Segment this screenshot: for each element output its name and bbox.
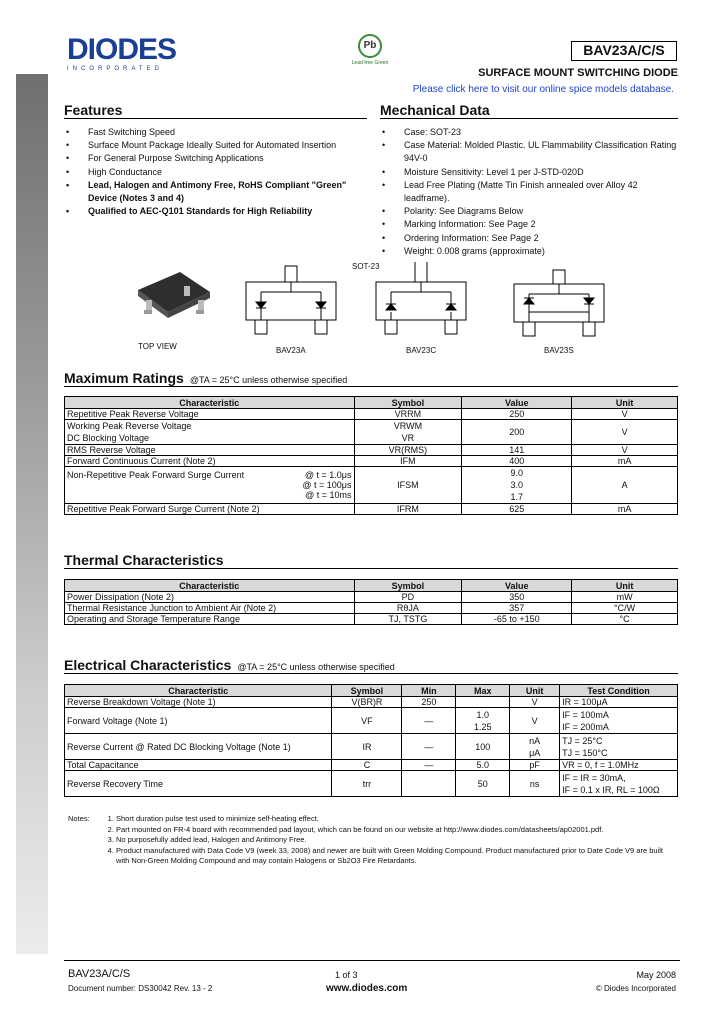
company-logo (67, 35, 207, 75)
footer-site[interactable]: www.diodes.com (326, 983, 408, 994)
electrical-table: Characteristic Symbol Min Max Unit Test Condition Reverse Breakdown Voltage (Note 1) V(BR)R 250 V IR = 100μA Forward Voltage (Note 1) VF — 1.0 1.25 V IF = 100mA IF = 200mA Reverse Current @ Rated DC Blocking Voltage (Note 1) IR — 100 nA μA TJ = 25°C TJ = 150°C Total Capacitance C — 5.0 pF VR = 0, f = 1.0MHz Reverse Recovery Time trr 50 ns IF = IR = 30mA, IF = 0.1 x IR, RL = 100Ω (64, 684, 678, 797)
logo-name: DIODES (67, 33, 177, 66)
features-list (64, 126, 364, 218)
sot23-label: SOT-23 (352, 262, 380, 271)
footer-doc: Document number: DS30042 Rev. 13 - 2 (68, 984, 213, 993)
table-row: Repetitive Peak Forward Surge Current (Note 2) IFRM 625 mA (65, 504, 678, 515)
table-row: Total Capacitance C — 5.0 pF VR = 0, f = 1.0MHz (65, 760, 678, 771)
logo-sub: INCORPORATED (67, 66, 163, 72)
table-row: Forward Continuous Current (Note 2) IFM 400 mA (65, 456, 678, 467)
note-item: 1. Short duration pulse test used to minimize self-heating effect. (116, 814, 668, 825)
top-view-label: TOP VIEW (138, 342, 177, 351)
features-heading: Features (64, 102, 367, 119)
feature-item: • Fast Switching Speed (64, 126, 364, 139)
thermal-table: Characteristic Symbol Value Unit Power Dissipation (Note 2) PD 350 mW Thermal Resistance Junction to Ambient Air (Note 2) RθJA 357 °C/W Operating and Storage Temperature Range TJ, TSTG -65 to +150 °C (64, 579, 678, 625)
table-row: Reverse Breakdown Voltage (Note 1) V(BR)R 250 V IR = 100μA (65, 697, 678, 708)
table-row: Working Peak Reverse Voltage DC Blocking Voltage VRWM VR 200 V (65, 420, 678, 445)
table-row: Forward Voltage (Note 1) VF — 1.0 1.25 V IF = 100mA IF = 200mA (65, 708, 678, 734)
feature-item: • Surface Mount Package Ideally Suited for Automated Insertion (64, 139, 364, 152)
note-item: 3. No purposefully added lead, Halogen and Antimony Free. (116, 835, 668, 846)
table-row: Operating and Storage Temperature Range TJ, TSTG -65 to +150 °C (65, 614, 678, 625)
table-row: Power Dissipation (Note 2) PD 350 mW (65, 592, 678, 603)
bav23c-label: BAV23C (406, 346, 437, 355)
footer-copyright: © Diodes Incorporated (595, 984, 676, 993)
footer-date: May 2008 (636, 970, 676, 980)
table-row: Reverse Current @ Rated DC Blocking Voltage (Note 1) IR — 100 nA μA TJ = 25°C TJ = 150°C (65, 734, 678, 760)
package-diagrams (60, 262, 680, 362)
table-row: RMS Reverse Voltage VR(RMS) 141 V (65, 445, 678, 456)
spice-models-link[interactable]: Please click here to visit our online spice models database. (412, 84, 674, 95)
part-number: BAV23A/C/S (571, 41, 677, 61)
lead-free-badge (350, 34, 390, 66)
mechanical-item: • Weight: 0.008 grams (approximate) (380, 245, 678, 258)
footer-page: 1 of 3 (335, 970, 358, 980)
notes: Notes: 1. Short duration pulse test used to minimize self-heating effect. 2. Part mounted on FR-4 board with recommended pad layout, which can be found on our website at http://www.diodes.com/datasheets/ap02001.pdf. 3. No purposefully added lead, Halogen and Antimony Free. 4. Product manufactured with Data Code V9 (week 33, 2008) and newer are built with Green Molding Compound. Product manufactured prior to Date Code V9 are built with Non-Green Molding Compound and may contain Halogens or Sb2O3 Fire Retardants. (68, 814, 668, 867)
thermal-heading: Thermal Characteristics (64, 552, 678, 569)
footer-part: BAV23A/C/S (68, 968, 131, 980)
mechanical-item: • Ordering Information: See Page 2 (380, 232, 678, 245)
table-row: Thermal Resistance Junction to Ambient Air (Note 2) RθJA 357 °C/W (65, 603, 678, 614)
bav23s-label: BAV23S (544, 346, 574, 355)
page-subtitle: SURFACE MOUNT SWITCHING DIODE (478, 67, 678, 79)
lead-free-icon: Pb (358, 34, 382, 58)
table-row: Non-Repetitive Peak Forward Surge Current @ t = 1.0μs @ t = 100μs @ t = 10ms IFSM 9.0 3.0 1.7 A (65, 467, 678, 504)
side-banner-text: NEW PRODUCT (48, 275, 64, 414)
bav23c-diagram (376, 262, 466, 334)
note-item: 2. Part mounted on FR-4 board with recommended pad layout, which can be found on our website at http://www.diodes.com/datasheets/ap02001.pdf. (116, 825, 668, 836)
feature-item: • For General Purpose Switching Applications (64, 152, 364, 165)
feature-item: • Lead, Halogen and Antimony Free, RoHS Compliant "Green" Device (Notes 3 and 4) (64, 179, 364, 205)
mechanical-list (380, 126, 678, 258)
lead-free-label: Lead-free Green (351, 60, 389, 66)
max-ratings-heading: Maximum Ratings @TA = 25°C unless otherwise specified (64, 370, 678, 387)
side-banner (16, 74, 64, 954)
mechanical-item: • Case: SOT-23 (380, 126, 678, 139)
bav23a-diagram (246, 266, 336, 334)
mechanical-item: • Lead Free Plating (Matte Tin Finish annealed over Alloy 42 leadframe). (380, 179, 678, 205)
mechanical-item: • Marking Information: See Page 2 (380, 218, 678, 231)
max-ratings-table: Characteristic Symbol Value Unit Repetitive Peak Reverse Voltage VRRM 250 V Working Peak Reverse Voltage DC Blocking Voltage VRWM VR 200 V RMS Reverse Voltage VR(RMS) 141 V Forward Continuous Current (Note 2) IFM 400 mA Non-Repetitive Peak Forward Surge Current @ t = 1.0μs @ t = 100μs @ t = 10ms IFSM 9.0 3.0 1.7 A Repetitive Peak Forward Surge Current (Note 2) IFRM 625 mA (64, 396, 678, 515)
bav23s-diagram (514, 270, 604, 336)
feature-item: • Qualified to AEC-Q101 Standards for High Reliability (64, 205, 364, 218)
bav23a-label: BAV23A (276, 346, 306, 355)
mechanical-item: • Polarity: See Diagrams Below (380, 205, 678, 218)
electrical-heading: Electrical Characteristics @TA = 25°C unless otherwise specified (64, 657, 678, 674)
sot23-package-icon (138, 272, 210, 318)
table-row: Repetitive Peak Reverse Voltage VRRM 250 V (65, 409, 678, 420)
feature-item: • High Conductance (64, 166, 364, 179)
note-item: 4. Product manufactured with Data Code V9 (week 33, 2008) and newer are built with Green Molding Compound. Product manufactured prior to Date Code V9 are built with Non-Green Molding Compound and may contain Halogens or Sb2O3 Fire Retardants. (116, 846, 668, 867)
mechanical-heading: Mechanical Data (380, 102, 678, 119)
table-row: Reverse Recovery Time trr 50 ns IF = IR = 30mA, IF = 0.1 x IR, RL = 100Ω (65, 771, 678, 797)
mechanical-item: • Case Material: Molded Plastic. UL Flammability Classification Rating 94V-0 (380, 139, 678, 165)
mechanical-item: • Moisture Sensitivity: Level 1 per J-STD-020D (380, 166, 678, 179)
footer-divider (64, 960, 680, 961)
